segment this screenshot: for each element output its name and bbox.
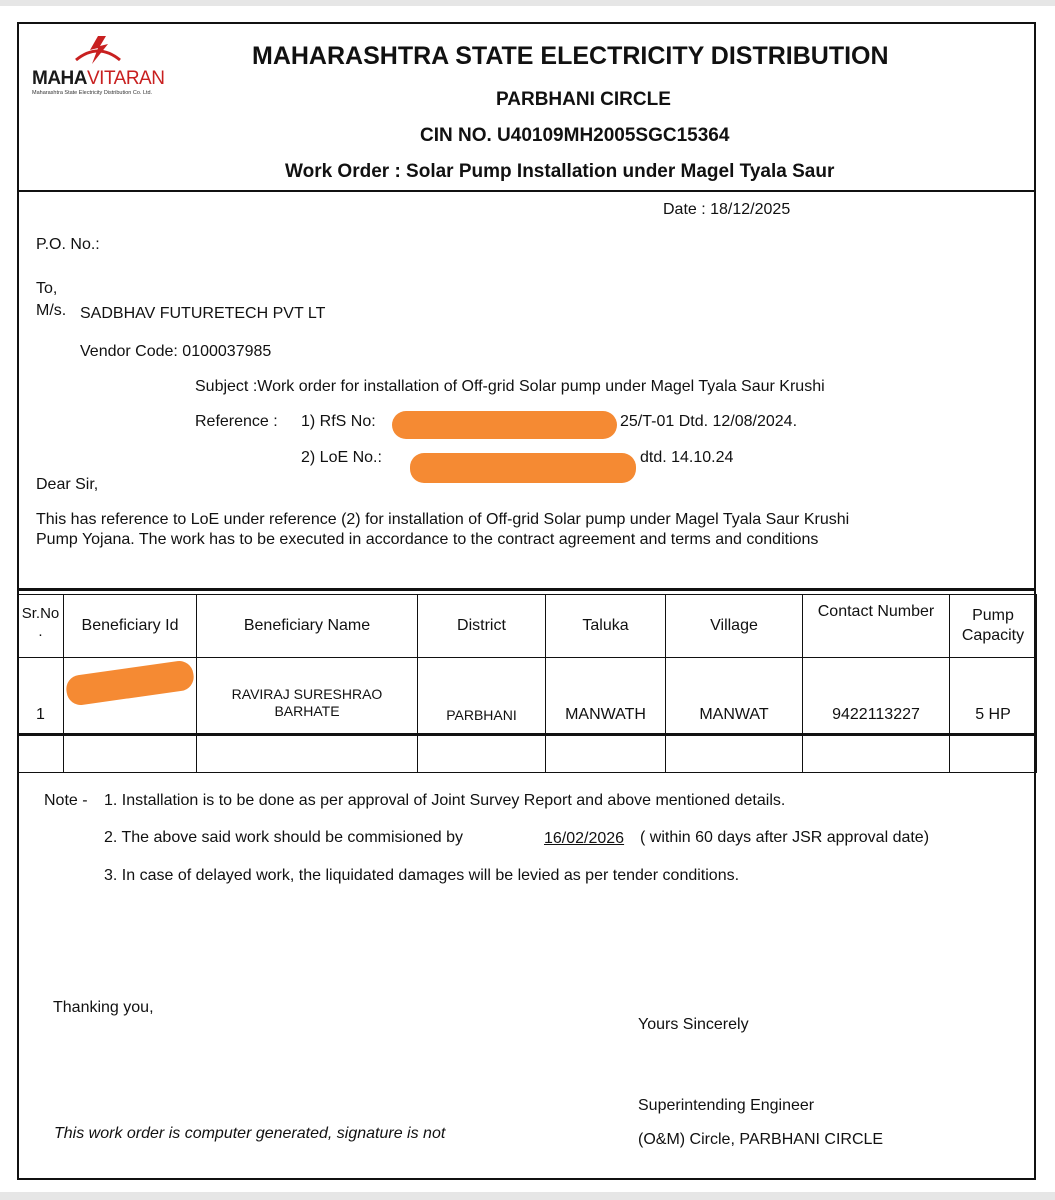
po-number: P.O. No.: xyxy=(36,236,100,253)
signatory-office: (O&M) Circle, PARBHANI CIRCLE xyxy=(638,1131,884,1148)
thanking-text: Thanking you, xyxy=(53,999,154,1016)
table-row xyxy=(18,658,1037,773)
cell-contact: 9422113227 xyxy=(803,658,950,773)
cell-pump-capacity: 5 HP xyxy=(950,658,1037,773)
col-sr-no: Sr.No . xyxy=(18,595,64,658)
ref2-redaction xyxy=(410,453,636,483)
ref1-tail: 25/T-01 Dtd. 12/08/2024. xyxy=(620,413,798,430)
vendor-code: Vendor Code: 0100037985 xyxy=(80,343,272,360)
mahavitaran-logo xyxy=(30,34,170,104)
table-bottom-divider xyxy=(17,733,1036,736)
col-taluka: Taluka xyxy=(546,595,666,658)
cell-taluka: MANWATH xyxy=(546,658,666,773)
subject: Subject :Work order for installation of Off-grid Solar pump under Magel Tyala Saur Krushi xyxy=(195,378,825,395)
note-2-prefix: 2. The above said work should be commisioned by xyxy=(104,829,464,846)
table-top-divider xyxy=(17,588,1036,591)
vendor-name: SADBHAV FUTURETECH PVT LT xyxy=(80,305,326,322)
col-district: District xyxy=(418,595,546,658)
col-contact: Contact Number xyxy=(803,595,950,658)
col-pump-capacity: Pump Capacity xyxy=(950,595,1037,658)
note-3: 3. In case of delayed work, the liquidated damages will be levied as per tender conditions. xyxy=(104,867,740,884)
header-divider xyxy=(17,190,1036,192)
signatory-designation: Superintending Engineer xyxy=(638,1097,815,1114)
col-beneficiary-id: Beneficiary Id xyxy=(64,595,197,658)
work-order-page xyxy=(0,6,1055,1192)
salutation: Dear Sir, xyxy=(36,476,99,493)
ref1-label: 1) RfS No: xyxy=(301,413,376,430)
body-line-2: Pump Yojana. The work has to be executed in accordance to the contract agreement and terms and conditions xyxy=(36,531,819,548)
circle-name: PARBHANI CIRCLE xyxy=(496,89,671,110)
ref2-label: 2) LoE No.: xyxy=(301,449,382,466)
ms-label: M/s. xyxy=(36,302,67,319)
ref1-redaction xyxy=(392,411,617,439)
note-1: 1. Installation is to be done as per approval of Joint Survey Report and above mentioned details. xyxy=(104,792,786,809)
cin-number: CIN NO. U40109MH2005SGC15364 xyxy=(420,125,730,146)
col-village: Village xyxy=(666,595,803,658)
order-date: Date : 18/12/2025 xyxy=(663,201,791,218)
cell-beneficiary-name: RAVIRAJ SURESHRAO BARHATE xyxy=(197,658,418,773)
note-label: Note - xyxy=(44,792,88,809)
yours-sincerely: Yours Sincerely xyxy=(638,1016,749,1033)
computer-generated-note: This work order is computer generated, signature is not xyxy=(54,1125,446,1142)
cell-beneficiary-id xyxy=(64,658,197,773)
table-header-row xyxy=(18,595,1037,658)
lightning-logo-icon xyxy=(68,34,128,68)
logo-tagline: Maharashtra State Electricity Distribution Co. Ltd. xyxy=(32,90,153,96)
body-line-1: This has reference to LoE under reference (2) for installation of Off-grid Solar pump under Magel Tyala Saur Krushi xyxy=(36,511,850,528)
org-title: MAHARASHTRA STATE ELECTRICITY DISTRIBUTION xyxy=(252,42,889,70)
commission-date: 16/02/2026 xyxy=(544,830,625,847)
col-beneficiary-name: Beneficiary Name xyxy=(197,595,418,658)
to-label: To, xyxy=(36,280,58,297)
cell-district: PARBHANI xyxy=(418,658,546,773)
reference-label: Reference : xyxy=(195,413,278,430)
logo-wordmark: MAHAVITARAN xyxy=(32,68,165,89)
beneficiary-id-redaction xyxy=(65,659,196,707)
beneficiary-table xyxy=(17,594,1037,773)
ref2-tail: dtd. 14.10.24 xyxy=(640,449,734,466)
cell-sr-no: 1 xyxy=(18,658,64,773)
work-order-title: Work Order : Solar Pump Installation under Magel Tyala Saur xyxy=(285,161,835,182)
cell-village: MANWAT xyxy=(666,658,803,773)
note-2-suffix: ( within 60 days after JSR approval date) xyxy=(640,829,930,846)
